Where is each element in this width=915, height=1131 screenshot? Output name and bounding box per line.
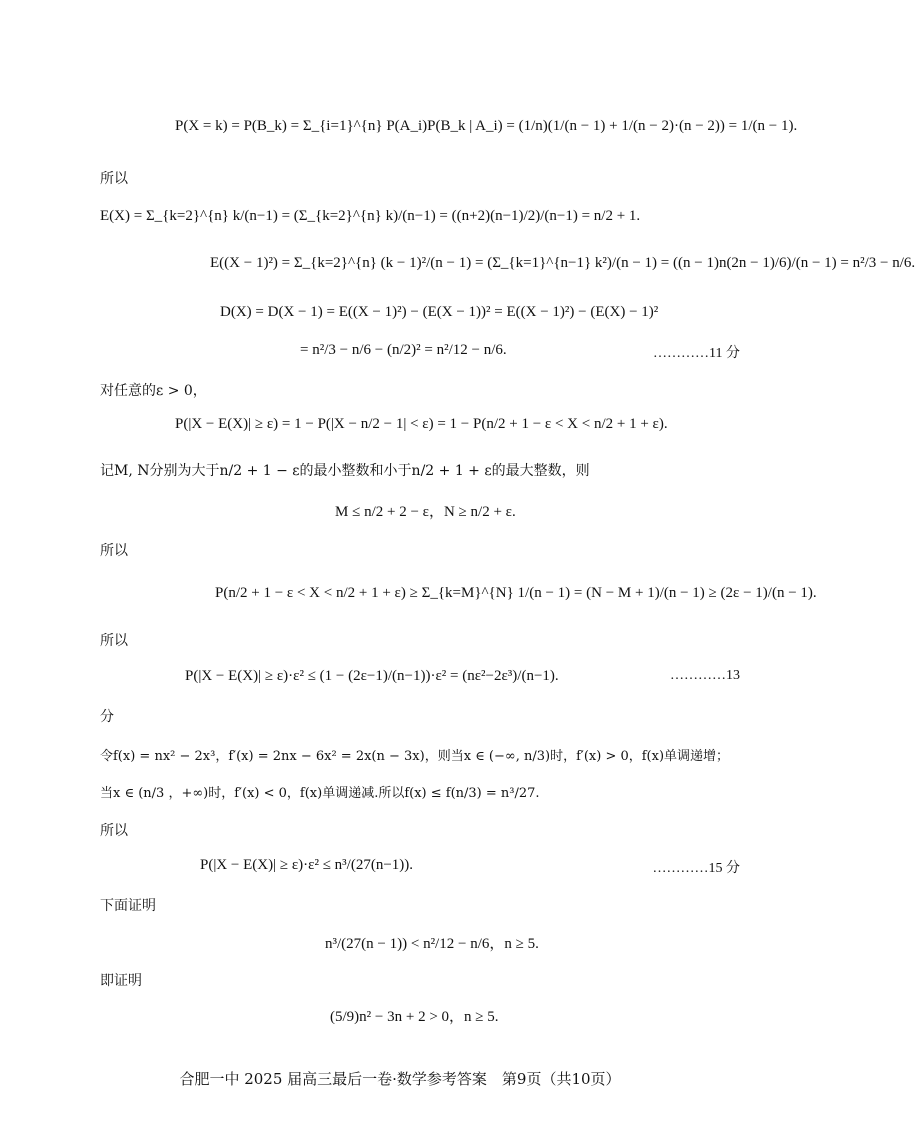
- equation-final-bound: P(|X − E(X)| ≥ ε)·ε² ≤ n³/(27(n−1)).: [200, 857, 414, 873]
- text-define-m-n: 记M, N分别为大于n/2 + 1 − ε的最小整数和小于n/2 + 1 + ε的最大整数，则: [100, 463, 590, 479]
- equation-m-n-bounds: M ≤ n/2 + 2 − ε，N ≥ n/2 + ε.: [335, 504, 516, 520]
- score-mark-11: …………11 分: [653, 346, 740, 361]
- page-footer: 合肥一中 2025 届高三最后一卷·数学参考答案 第9页（共10页）: [179, 1070, 621, 1088]
- equation-p-x-equals-k: P(X = k) = P(B_k) = Σ_{i=1}^{n} P(A_i)P(B_k | A_i) = (1/n)(1/(n − 1) + 1/(n − 2)·(n − 2)) = 1/(n − 1).: [175, 118, 798, 134]
- text-f-decreasing: 当x ∈ (n/3 ，+∞)时，f′(x) < 0，f(x)单调递减.所以f(x) ≤ f(n/3) = n³/27.: [100, 786, 540, 801]
- equation-variance-result: = n²/3 − n/6 − (n/2)² = n²/12 − n/6.: [300, 342, 507, 358]
- equation-chebyshev-bound: P(|X − E(X)| ≥ ε)·ε² ≤ (1 − (2ε−1)/(n−1))·ε² = (nε²−2ε³)/(n−1).: [185, 668, 559, 684]
- text-for-any-epsilon: 对任意的ε > 0，: [100, 383, 207, 399]
- score-mark-15: …………15 分: [652, 861, 740, 876]
- equation-probability-lower-bound: P(n/2 + 1 − ε < X < n/2 + 1 + ε) ≥ Σ_{k=M}^{N} 1/(n − 1) = (N − M + 1)/(n − 1) ≥ (2ε − 1)/(n − 1).: [215, 585, 817, 601]
- text-namely-prove: 即证明: [100, 973, 142, 989]
- text-suoyi-2: 所以: [100, 543, 128, 559]
- text-suoyi-3: 所以: [100, 633, 128, 649]
- equation-probability-deviation: P(|X − E(X)| ≥ ε) = 1 − P(|X − n/2 − 1| < ε) = 1 − P(n/2 + 1 − ε < X < n/2 + 1 + ε).: [175, 416, 668, 432]
- equation-quadratic: (5/9)n² − 3n + 2 > 0，n ≥ 5.: [330, 1009, 499, 1025]
- text-prove-below: 下面证明: [100, 898, 156, 914]
- score-mark-13: …………13: [670, 668, 740, 683]
- text-suoyi-4: 所以: [100, 823, 128, 839]
- text-define-f: 令f(x) = nx² − 2x³，f′(x) = 2nx − 6x² = 2x(n − 3x)，则当x ∈ (−∞, n/3)时，f′(x) > 0，f(x)单调递增；: [100, 749, 730, 764]
- equation-expectation: E(X) = Σ_{k=2}^{n} k/(n−1) = (Σ_{k=2}^{n} k)/(n−1) = ((n+2)(n−1)/2)/(n−1) = n/2 + 1.: [100, 208, 641, 224]
- equation-inequality-to-prove: n³/(27(n − 1)) < n²/12 − n/6，n ≥ 5.: [325, 936, 539, 952]
- text-suoyi-1: 所以: [100, 171, 128, 187]
- text-fen: 分: [100, 709, 114, 725]
- equation-variance: D(X) = D(X − 1) = E((X − 1)²) − (E(X − 1))² = E((X − 1)²) − (E(X) − 1)²: [220, 304, 659, 320]
- equation-second-moment: E((X − 1)²) = Σ_{k=2}^{n} (k − 1)²/(n − 1) = (Σ_{k=1}^{n−1} k²)/(n − 1) = ((n − 1)n(2n − 1)/6)/(n − 1) = n²/3 − n/6.: [210, 255, 915, 271]
